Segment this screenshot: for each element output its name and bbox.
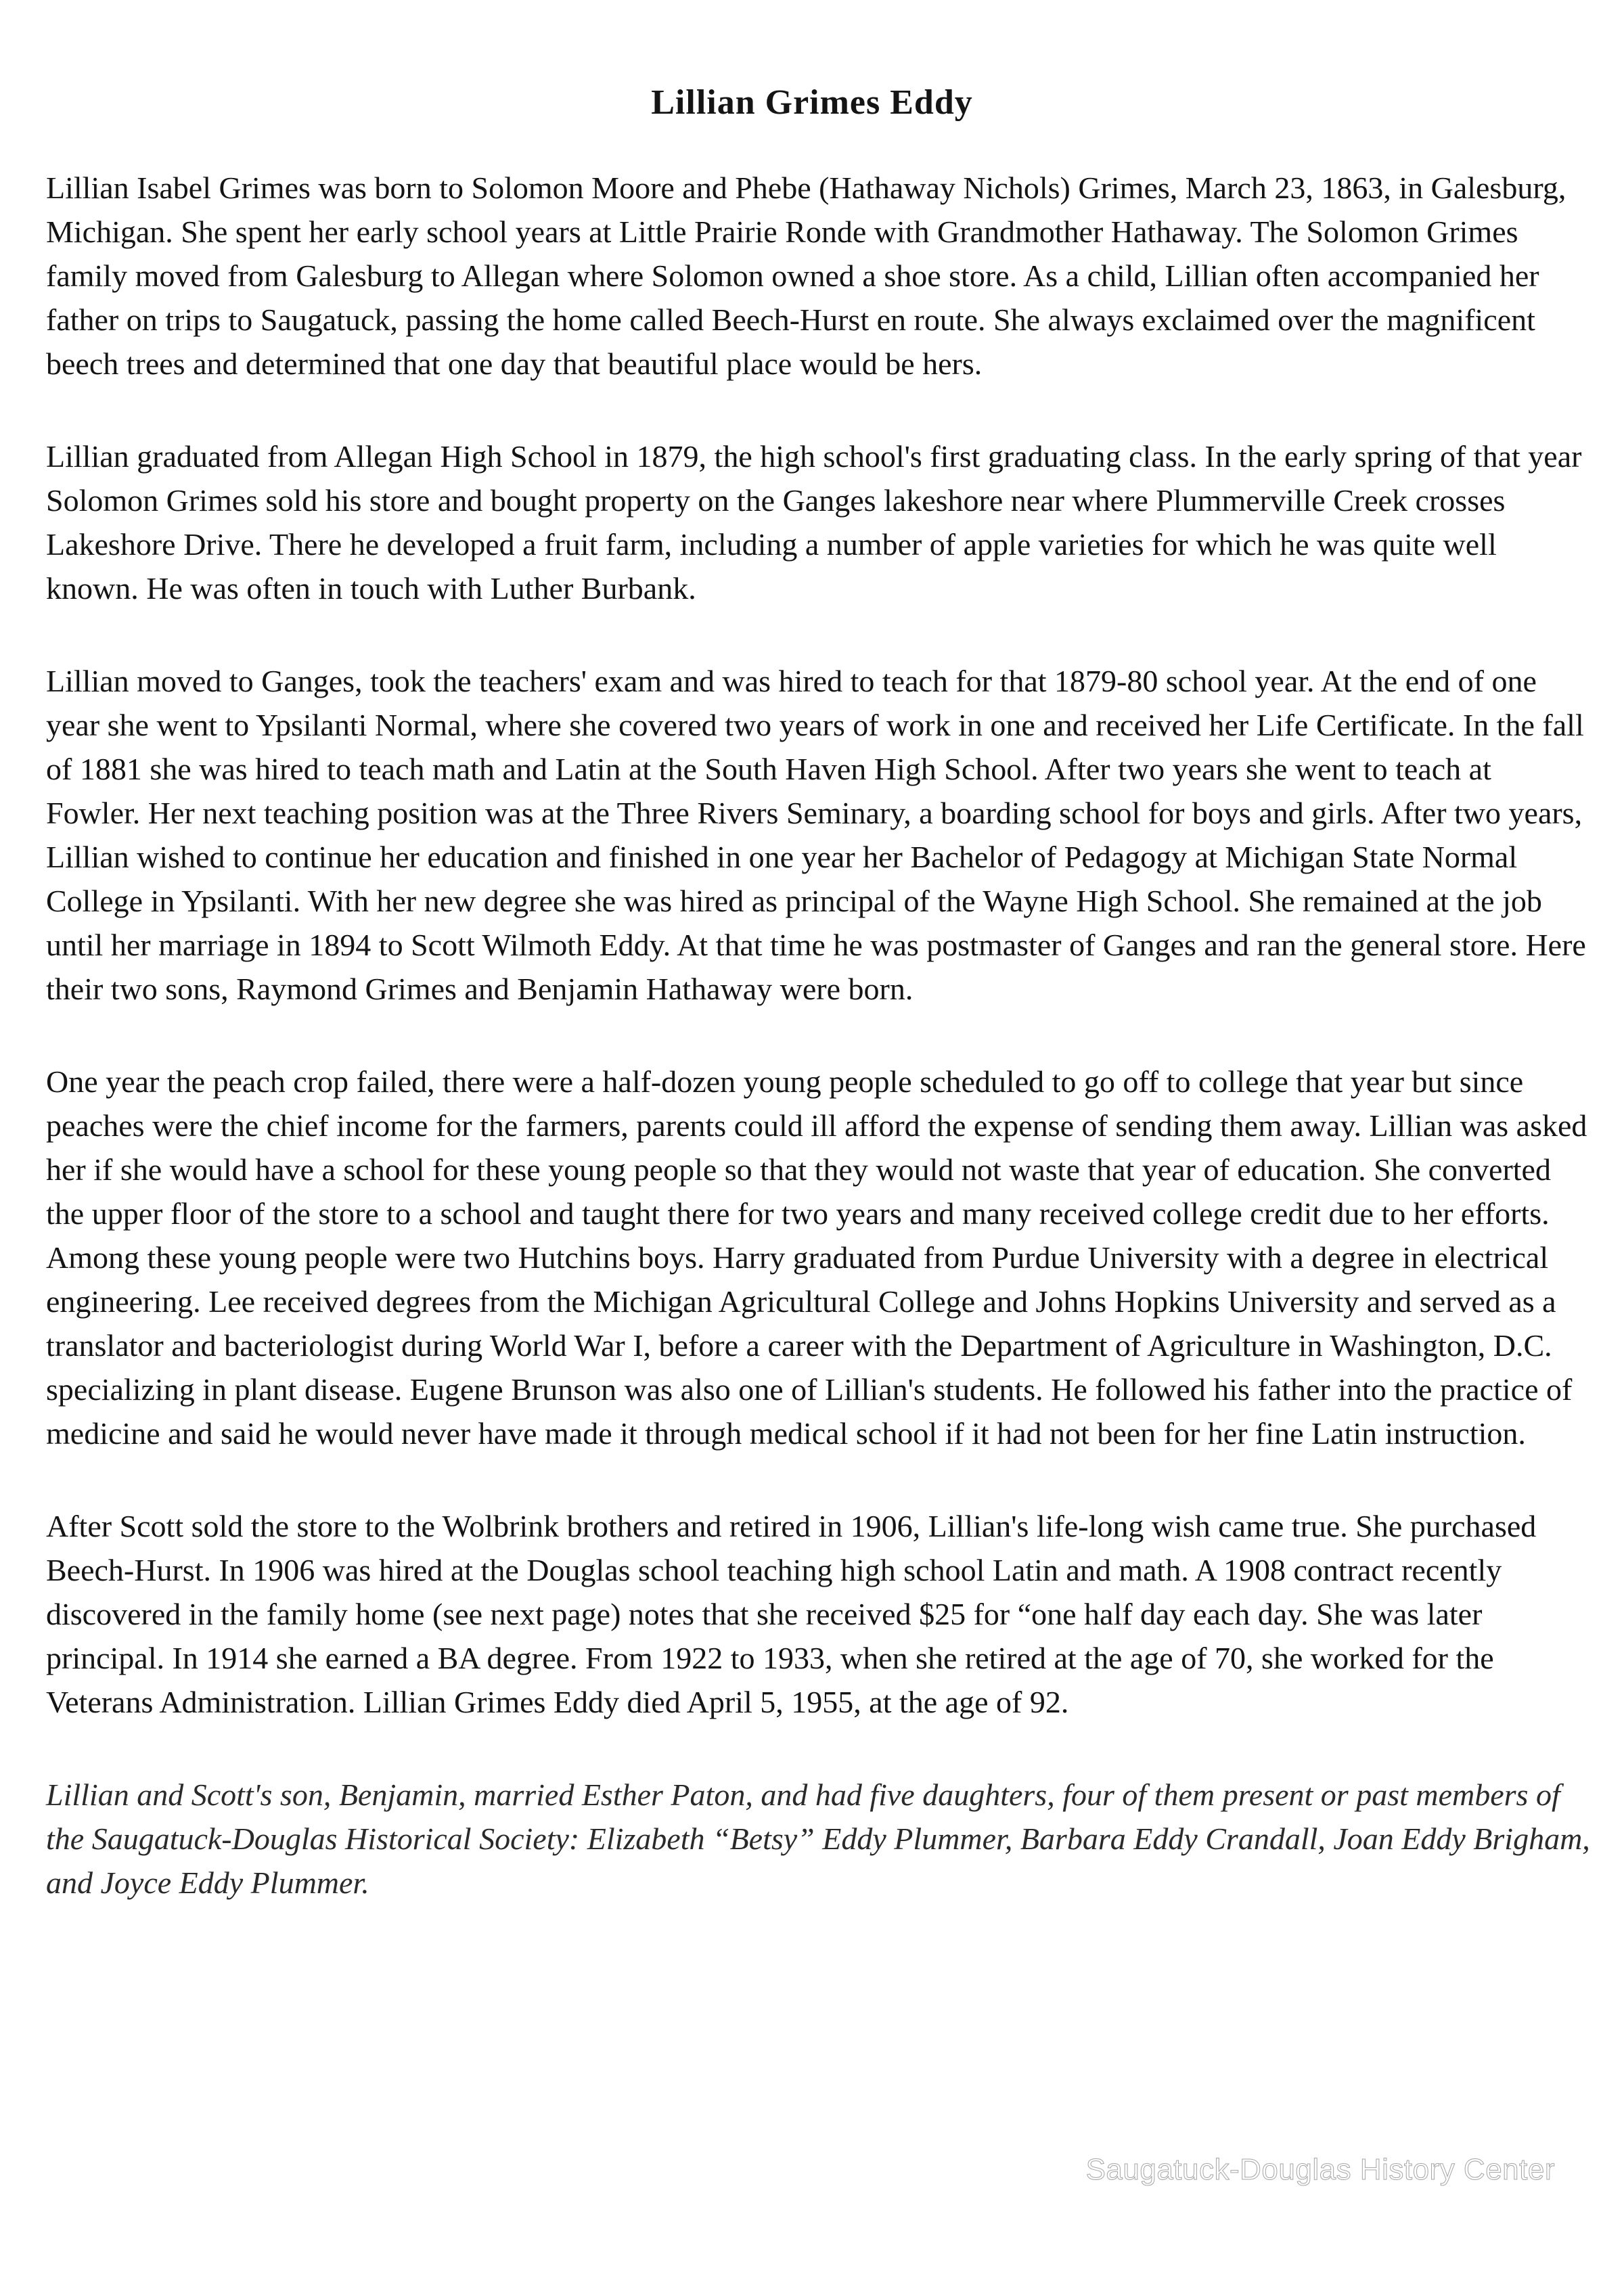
paragraph-graduation: Lillian graduated from Allegan High School in 1879, the high school's first graduating class. In the early spring of that year Solomon Grimes sold his store and bought property on the Ganges lakeshore near where Plummerville Creek crosses Lakeshore Drive. There he developed a fruit farm, including a number of apple varieties for which he was quite well known. He was often in touch with Luther Burbank. [46, 439, 1582, 606]
closing-note: Lillian and Scott's son, Benjamin, married Esther Paton, and had five daughters, four of them present or past members of the Saugatuck-Douglas Historical Society: Elizabeth “Betsy” Eddy Plummer, Barbara Eddy Crandall, Joan Eddy Brigham, and Joyce Eddy Plummer. [46, 1777, 1590, 1900]
watermark: Saugatuck-Douglas History Center [1085, 2153, 1555, 2186]
paragraph-teaching-career: Lillian moved to Ganges, took the teachers' exam and was hired to teach for that 1879-80 school year. At the end of one year she went to Ypsilanti Normal, where she covered two years of work in one and received her Life Certificate. In the fall of 1881 she was hired to teach math and Latin at the South Haven High School. After two years she went to teach at Fowler. Her next teaching position was at the Three Rivers Seminary, a boarding school for boys and girls. After two years, Lillian wished to continue her education and finished in one year her Bachelor of Pedagogy at Michigan State Normal College in Ypsilanti. With her new degree she was hired as principal of the Wayne High School. She remained at the job until her marriage in 1894 to Scott Wilmoth Eddy. At that time he was postmaster of Ganges and ran the general store. Here their two sons, Raymond Grimes and Benjamin Hathaway were born. [46, 664, 1586, 1006]
paragraph-later-life: After Scott sold the store to the Wolbrink brothers and retired in 1906, Lillian's life-long wish came true. She purchased Beech-Hurst. In 1906 was hired at the Douglas school teaching high school Latin and math. A 1908 contract recently discovered in the family home (see next page) notes that she received $25 for “one half day each day. She was later principal. In 1914 she earned a BA degree. From 1922 to 1933, when she retired at the age of 70, she worked for the Veterans Administration. Lillian Grimes Eddy died April 5, 1955, at the age of 92. [46, 1509, 1537, 1719]
page-title: Lillian Grimes Eddy [651, 83, 973, 122]
document-body [46, 166, 1592, 1905]
paragraph-peach-crop-school: One year the peach crop failed, there were a half-dozen young people scheduled to go off to college that year but since peaches were the chief income for the farmers, parents could ill afford the expense of sending them away. Lillian was asked her if she would have a school for these young people so that they would not waste that year of education. She converted the upper floor of the store to a school and taught there for two years and many received college credit due to her efforts. Among these young people were two Hutchins boys. Harry graduated from Purdue University with a degree in electrical engineering. Lee received degrees from the Michigan Agricultural College and Johns Hopkins University and served as a translator and bacteriologist during World War I, before a career with the Department of Agriculture in Washington, D.C. specializing in plant disease. Eugene Brunson was also one of Lillian's students. He followed his father into the practice of medicine and said he would never have made it through medical school if it had not been for her fine Latin instruction. [46, 1064, 1587, 1451]
paragraph-early-life: Lillian Isabel Grimes was born to Solomon Moore and Phebe (Hathaway Nichols) Grimes, March 23, 1863, in Galesburg, Michigan. She spent her early school years at Little Prairie Ronde with Grandmother Hathaway. The Solomon Grimes family moved from Galesburg to Allegan where Solomon owned a shoe store. As a child, Lillian often accompanied her father on trips to Saugatuck, passing the home called Beech-Hurst en route. She always exclaimed over the magnificent beech trees and determined that one day that beautiful place would be hers. [46, 171, 1566, 381]
